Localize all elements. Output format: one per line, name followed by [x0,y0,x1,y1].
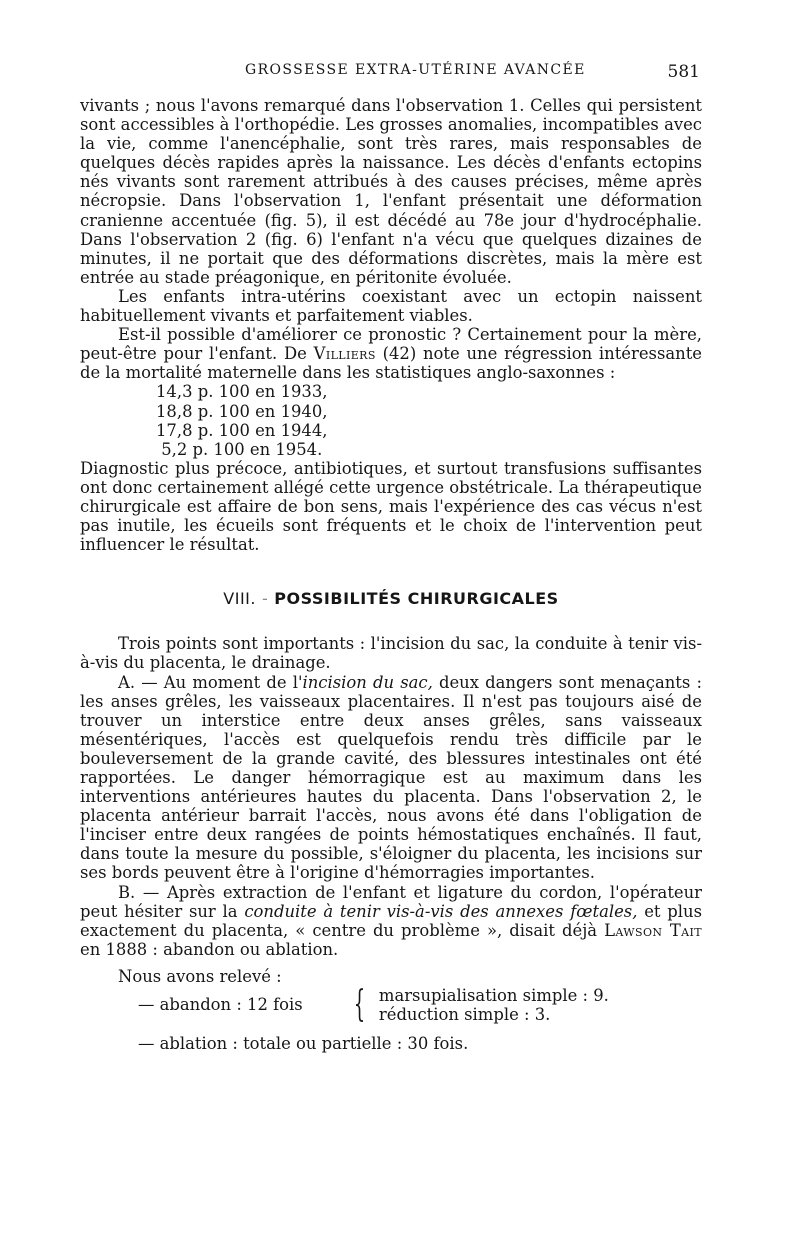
paragraph-continuation: vivants ; nous l'avons remarqué dans l'observation 1. Celles qui persistent sont accessibles à l'orthopédie. Les grosses anomalies, incompatibles avec la vie, comme l'anencéphalie, sont très rares, mais responsables de quelques décès rapides après la naissance. Les décès d'enfants ectopins nés vivants sont rarement attribués à des causes précises, même après nécropsie. Dans l'observation 1, l'enfant présentait une déformation cranienne accentuée (fig. 5), il est décédé au 78e jour d'hydrocéphalie. Dans l'observation 2 (fig. 6) l'enfant n'a vécu que quelques dizaines de minutes, il ne portait que des déformations discrètes, mais la mère est entrée au stade préagonique, en péritonite évoluée. [80,96,702,287]
case-counts [80,967,702,1053]
text-segment: Est-il possible d'améliorer ce pronostic ? Certainement pour la mère, peut-être pour l'enfant. De [80,325,702,364]
abandon-row [80,986,702,1024]
section-dash: - [261,589,269,609]
abandon-details [379,986,609,1024]
page-body [80,96,702,1053]
section-title: POSSIBILITÉS CHIRURGICALES [274,589,559,609]
author-name: Lawson Tait [604,920,702,940]
text-segment: en 1888 : abandon ou ablation. [80,939,339,959]
author-name: Villiers [313,344,376,364]
italic-term: incision du sac, [302,672,433,692]
paragraph-prognosis [80,325,702,382]
counts-intro: Nous avons relevé : [118,966,282,986]
section-heading [80,589,702,608]
running-title: GROSSESSE EXTRA-UTÉRINE AVANCÉE [245,62,586,78]
stat-line: 17,8 p. 100 en 1944, [156,420,328,440]
paragraph-intra-uterine: Les enfants intra-utérins coexistant avec un ectopin naissent habituellement vivants et parfaitement viables. [80,286,702,326]
mortality-statistics [80,382,702,458]
text-segment: A. — Au moment de l' [118,672,303,692]
text-segment: (42) note une régression intéressante de la mortalité maternelle dans les statistiques anglo-saxonnes : [80,344,702,383]
italic-term: conduite à tenir vis-à-vis des annexes fœtales, [244,901,638,921]
detail-line: réduction simple : 3. [378,1005,551,1025]
abandon-count: — abandon : 12 fois [138,995,303,1015]
ablation-count: — ablation : totale ou partielle : 30 fois. [138,1034,469,1054]
text-segment: et plus exactement du placenta, « centre du problème », disait déjà [80,901,702,940]
brace-glyph: { [353,984,366,1026]
stat-line: 14,3 p. 100 en 1933, [156,382,328,402]
section-number: VIII. [223,589,256,609]
text-segment: B. — Après extraction de l'enfant et ligature du cordon, l'opérateur peut hésiter sur la [80,882,702,921]
text-segment: deux dangers sont menaçants : les anses grêles, les vaisseaux placentaires. Il n'est pas toujours aisé de trouver un interstice entre deux anses grêles, sans vaisseaux mésentériques, l'accès est quelquefois rendu très difficile par le bouleversement de la grande cavité, des blessures intestinales ont été rapportées. Le danger hémorragique est au maximum dans les interventions antérieures hautes du placenta. Dans l'observation 2, le placenta antérieur barrait l'accès, nous avons été dans l'obligation de l'inciser entre deux rangées de points hémostatiques enchaînés. Il faut, dans toute la mesure du possible, s'éloigner du placenta, les incisions sur ses bords peuvent être à l'origine d'hémorragies importantes. [80,672,702,883]
page-number: 581 [667,62,700,82]
paragraph-placenta [80,883,702,959]
paragraph-three-points: Trois points sont importants : l'incision du sac, la conduite à tenir vis-à-vis du placenta, le drainage. [80,634,702,673]
paragraph-diagnosis: Diagnostic plus précoce, antibiotiques, et surtout transfusions suffisantes ont donc certainement allégé cette urgence obstétricale. La thérapeutique chirurgicale est affaire de bon sens, mais l'expérience des cas vécus n'est pas inutile, les écueils sont fréquents et le choix de l'intervention peut influencer le résultat. [80,458,702,555]
paragraph-incision [80,673,702,883]
stat-line: 5,2 p. 100 en 1954. [156,439,323,459]
detail-line: marsupialisation simple : 9. [378,986,609,1006]
stat-line: 18,8 p. 100 en 1940, [156,401,328,421]
